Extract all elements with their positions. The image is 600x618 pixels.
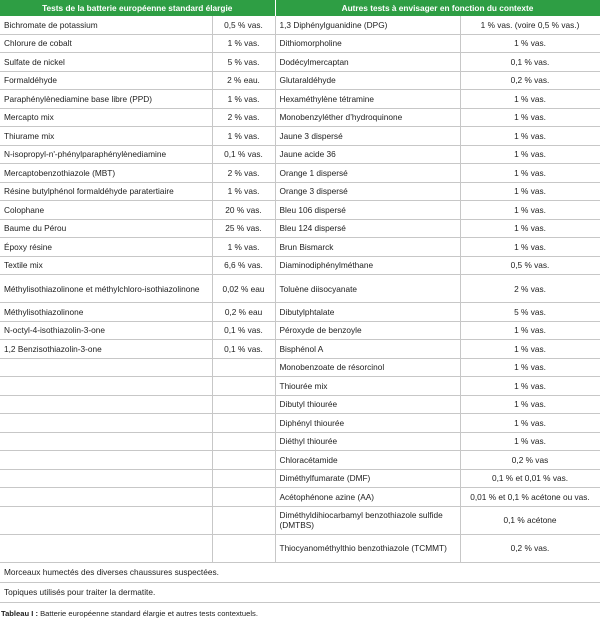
table-row bbox=[0, 182, 600, 201]
cell-other-test: Monobenzoate de résorcinol bbox=[275, 358, 460, 377]
cell-other-test: Thiourée mix bbox=[275, 377, 460, 396]
cell-standard-value: 0,1 % vas. bbox=[212, 145, 275, 164]
cell-other-value: 1 % vas. bbox=[460, 201, 600, 220]
note-text: Morceaux humectés des diverses chaussures suspectées. bbox=[0, 562, 600, 582]
cell-standard-test: 1,2 Benzisothiazolin-3-one bbox=[0, 340, 212, 359]
cell-other-value: 5 % vas. bbox=[460, 303, 600, 322]
caption-text: Batterie européenne standard élargie et autres tests contextuels. bbox=[38, 608, 258, 618]
cell-other-test: Dodécylmercaptan bbox=[275, 53, 460, 72]
cell-standard-value bbox=[212, 358, 275, 377]
cell-other-value: 1 % vas. bbox=[460, 395, 600, 414]
cell-standard-test: Méthylisothiazolinone bbox=[0, 303, 212, 322]
table-row bbox=[0, 377, 600, 396]
header-standard-battery: Tests de la batterie européenne standard élargie bbox=[0, 0, 275, 16]
caption-label: Tableau I : bbox=[1, 608, 38, 618]
cell-other-value: 1 % vas. bbox=[460, 90, 600, 109]
cell-other-value: 0,2 % vas bbox=[460, 451, 600, 470]
table-row bbox=[0, 303, 600, 322]
cell-other-value: 1 % vas. bbox=[460, 108, 600, 127]
table-row bbox=[0, 219, 600, 238]
cell-other-test: Jaune acide 36 bbox=[275, 145, 460, 164]
header-other-tests: Autres tests à envisager en fonction du contexte bbox=[275, 0, 600, 16]
table-row bbox=[0, 340, 600, 359]
cell-standard-test bbox=[0, 534, 212, 562]
cell-other-test: Monobenzyléther d’hydroquinone bbox=[275, 108, 460, 127]
cell-standard-test: Résine butylphénol formaldéhyde paratertiaire bbox=[0, 182, 212, 201]
cell-standard-value bbox=[212, 377, 275, 396]
cell-standard-value: 6,6 % vas. bbox=[212, 256, 275, 275]
cell-standard-test: Chlorure de cobalt bbox=[0, 34, 212, 53]
cell-standard-value: 0,02 % eau bbox=[212, 275, 275, 303]
table-row bbox=[0, 275, 600, 303]
table-row bbox=[0, 238, 600, 257]
table-row bbox=[0, 321, 600, 340]
table-row bbox=[0, 488, 600, 507]
cell-standard-test: Bichromate de potassium bbox=[0, 16, 212, 34]
note-row bbox=[0, 562, 600, 582]
cell-other-value: 1 % vas. bbox=[460, 34, 600, 53]
cell-standard-test bbox=[0, 432, 212, 451]
cell-standard-test bbox=[0, 395, 212, 414]
cell-other-test: Diéthyl thiourée bbox=[275, 432, 460, 451]
cell-other-value: 1 % vas. bbox=[460, 219, 600, 238]
cell-standard-test bbox=[0, 414, 212, 433]
cell-standard-test: Paraphénylènediamine base libre (PPD) bbox=[0, 90, 212, 109]
cell-other-test: Dibutylphtalate bbox=[275, 303, 460, 322]
cell-other-test: Chloracétamide bbox=[275, 451, 460, 470]
cell-standard-test bbox=[0, 469, 212, 488]
cell-other-test: Acétophénone azine (AA) bbox=[275, 488, 460, 507]
cell-other-test: Bisphénol A bbox=[275, 340, 460, 359]
table-body bbox=[0, 16, 600, 602]
table-row bbox=[0, 358, 600, 377]
cell-standard-test bbox=[0, 506, 212, 534]
cell-standard-test: Mercaptobenzothiazole (MBT) bbox=[0, 164, 212, 183]
cell-other-test: Péroxyde de benzoyle bbox=[275, 321, 460, 340]
table-caption bbox=[0, 609, 600, 618]
table-row bbox=[0, 432, 600, 451]
cell-standard-value: 1 % vas. bbox=[212, 182, 275, 201]
cell-standard-value bbox=[212, 469, 275, 488]
table-row bbox=[0, 127, 600, 146]
table-row bbox=[0, 469, 600, 488]
cell-other-value: 1 % vas. bbox=[460, 182, 600, 201]
cell-other-test: Bleu 106 dispersé bbox=[275, 201, 460, 220]
cell-other-value: 0,5 % vas. bbox=[460, 256, 600, 275]
table-row bbox=[0, 16, 600, 34]
cell-other-value: 1 % vas. bbox=[460, 414, 600, 433]
cell-standard-test: Mercapto mix bbox=[0, 108, 212, 127]
cell-other-test: Diphényl thiourée bbox=[275, 414, 460, 433]
cell-standard-test: N-isopropyl-n'-phénylparaphénylènediamine bbox=[0, 145, 212, 164]
cell-standard-value: 0,5 % vas. bbox=[212, 16, 275, 34]
cell-other-test: Thiocyanométhylthio benzothiazole (TCMMT) bbox=[275, 534, 460, 562]
table-row bbox=[0, 145, 600, 164]
cell-standard-test: Méthylisothiazolinone et méthylchloro-isothiazolinone bbox=[0, 275, 212, 303]
cell-other-test: Dithiomorpholine bbox=[275, 34, 460, 53]
cell-other-value: 1 % vas. bbox=[460, 127, 600, 146]
cell-standard-test bbox=[0, 358, 212, 377]
cell-other-value: 1 % vas. bbox=[460, 432, 600, 451]
cell-other-value: 0,2 % vas. bbox=[460, 534, 600, 562]
cell-other-test: Brun Bismarck bbox=[275, 238, 460, 257]
cell-standard-test: Thiurame mix bbox=[0, 127, 212, 146]
cell-other-value: 1 % vas. bbox=[460, 321, 600, 340]
cell-other-test: Dibutyl thiourée bbox=[275, 395, 460, 414]
cell-other-test: Orange 1 dispersé bbox=[275, 164, 460, 183]
cell-standard-value: 1 % vas. bbox=[212, 90, 275, 109]
cell-standard-value: 0,2 % eau bbox=[212, 303, 275, 322]
table-row bbox=[0, 201, 600, 220]
cell-standard-value: 25 % vas. bbox=[212, 219, 275, 238]
cell-other-test: Orange 3 dispersé bbox=[275, 182, 460, 201]
table-row bbox=[0, 414, 600, 433]
note-row bbox=[0, 582, 600, 602]
cell-standard-value: 5 % vas. bbox=[212, 53, 275, 72]
cell-standard-value: 2 % vas. bbox=[212, 164, 275, 183]
cell-standard-value bbox=[212, 451, 275, 470]
cell-standard-value bbox=[212, 506, 275, 534]
cell-other-value: 1 % vas. bbox=[460, 358, 600, 377]
cell-other-value: 0,1 % acétone bbox=[460, 506, 600, 534]
cell-other-value: 1 % vas. bbox=[460, 377, 600, 396]
cell-standard-value bbox=[212, 414, 275, 433]
table-row bbox=[0, 256, 600, 275]
cell-other-value: 1 % vas. bbox=[460, 340, 600, 359]
cell-standard-value: 1 % vas. bbox=[212, 238, 275, 257]
table-row bbox=[0, 451, 600, 470]
cell-other-value: 2 % vas. bbox=[460, 275, 600, 303]
cell-standard-value: 0,1 % vas. bbox=[212, 340, 275, 359]
cell-standard-value bbox=[212, 432, 275, 451]
note-text: Topiques utilisés pour traiter la dermatite. bbox=[0, 582, 600, 602]
cell-standard-test: Baume du Pérou bbox=[0, 219, 212, 238]
cell-standard-test bbox=[0, 377, 212, 396]
cell-other-value: 0,2 % vas. bbox=[460, 71, 600, 90]
cell-other-test: Diméthylfumarate (DMF) bbox=[275, 469, 460, 488]
cell-other-test: Toluène diisocyanate bbox=[275, 275, 460, 303]
table-header-row bbox=[0, 0, 600, 16]
table-row bbox=[0, 534, 600, 562]
table-row bbox=[0, 506, 600, 534]
cell-standard-value bbox=[212, 534, 275, 562]
cell-standard-test: N-octyl-4-isothiazolin-3-one bbox=[0, 321, 212, 340]
cell-other-value: 1 % vas. bbox=[460, 164, 600, 183]
cell-standard-value: 2 % eau. bbox=[212, 71, 275, 90]
cell-other-value: 1 % vas. (voire 0,5 % vas.) bbox=[460, 16, 600, 34]
cell-other-value: 1 % vas. bbox=[460, 238, 600, 257]
cell-standard-test: Textile mix bbox=[0, 256, 212, 275]
cell-other-value: 1 % vas. bbox=[460, 145, 600, 164]
cell-other-test: Diaminodiphénylméthane bbox=[275, 256, 460, 275]
cell-standard-value: 1 % vas. bbox=[212, 127, 275, 146]
cell-standard-test bbox=[0, 488, 212, 507]
cell-standard-test: Époxy résine bbox=[0, 238, 212, 257]
cell-standard-test bbox=[0, 451, 212, 470]
table-row bbox=[0, 395, 600, 414]
cell-other-test: Diméthyldihiocarbamyl benzothiazole sulfide (DMTBS) bbox=[275, 506, 460, 534]
cell-standard-value: 2 % vas. bbox=[212, 108, 275, 127]
cell-standard-test: Formaldéhyde bbox=[0, 71, 212, 90]
cell-other-test: Hexaméthylène tétramine bbox=[275, 90, 460, 109]
cell-other-value: 0,01 % et 0,1 % acétone ou vas. bbox=[460, 488, 600, 507]
table-row bbox=[0, 34, 600, 53]
cell-standard-value: 20 % vas. bbox=[212, 201, 275, 220]
cell-standard-value: 0,1 % vas. bbox=[212, 321, 275, 340]
table-row bbox=[0, 108, 600, 127]
table-row bbox=[0, 90, 600, 109]
cell-standard-test: Sulfate de nickel bbox=[0, 53, 212, 72]
table-row bbox=[0, 71, 600, 90]
cell-other-test: Jaune 3 dispersé bbox=[275, 127, 460, 146]
table-row bbox=[0, 53, 600, 72]
cell-other-value: 0,1 % et 0,01 % vas. bbox=[460, 469, 600, 488]
cell-standard-value bbox=[212, 395, 275, 414]
cell-other-test: 1,3 Diphénylguanidine (DPG) bbox=[275, 16, 460, 34]
cell-other-test: Glutaraldéhyde bbox=[275, 71, 460, 90]
cell-other-test: Bleu 124 dispersé bbox=[275, 219, 460, 238]
cell-standard-test: Colophane bbox=[0, 201, 212, 220]
cell-standard-value: 1 % vas. bbox=[212, 34, 275, 53]
table-row bbox=[0, 164, 600, 183]
cell-other-value: 0,1 % vas. bbox=[460, 53, 600, 72]
cell-standard-value bbox=[212, 488, 275, 507]
